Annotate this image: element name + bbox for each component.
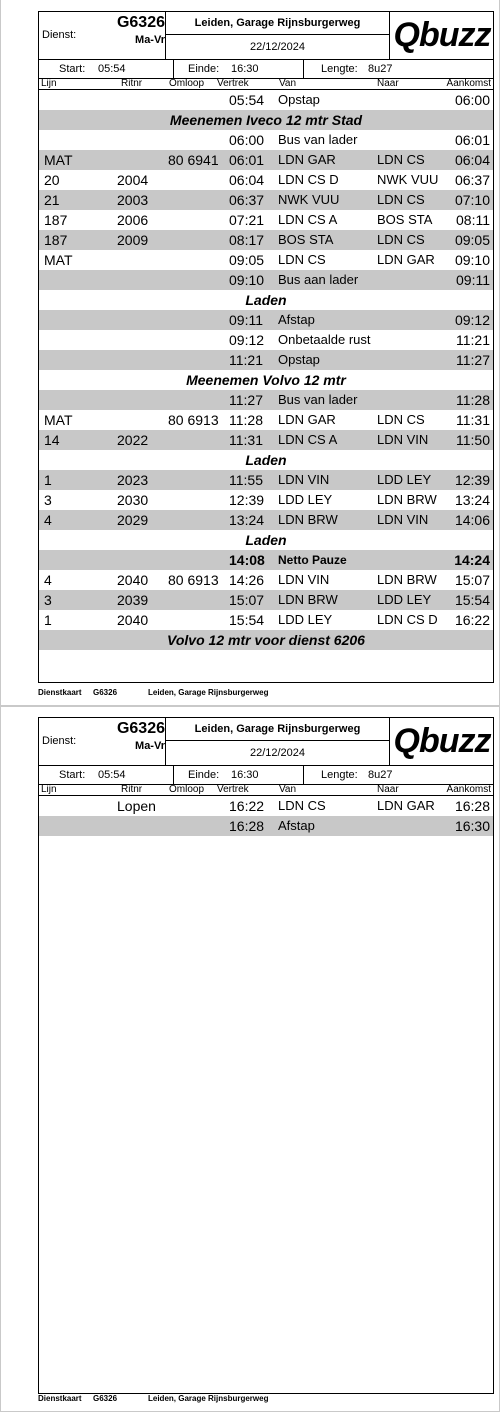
- cell-van: Netto Pauze: [278, 553, 347, 567]
- cell-vertrek: 14:26: [229, 572, 265, 588]
- footer-garage: Leiden, Garage Rijnsburgerweg: [148, 688, 269, 697]
- qbuzz-logo: Qbuzz: [393, 16, 491, 54]
- cell-ritnr: 2039: [117, 592, 149, 608]
- cell-lijn: MAT: [44, 252, 73, 268]
- table-row: [39, 210, 493, 230]
- cell-vertrek: 09:12: [229, 332, 265, 348]
- cell-aankomst: 07:10: [454, 192, 490, 208]
- cell-aankomst: 11:31: [456, 412, 490, 428]
- cell-van: Bus van lader: [278, 132, 358, 147]
- table-row: [39, 510, 493, 530]
- dienst-days: Ma-Vr: [135, 740, 165, 752]
- cell-van: LDN GAR: [278, 412, 336, 427]
- cell-aankomst: 06:37: [454, 172, 490, 188]
- cell-aankomst: 11:28: [456, 392, 490, 408]
- column-headers: [39, 785, 493, 796]
- cell-vertrek: 15:07: [229, 592, 265, 608]
- col-lijn: Lijn: [41, 784, 57, 795]
- footer-label: Dienstkaart: [38, 1394, 82, 1403]
- cell-vertrek: 16:22: [229, 798, 265, 814]
- duty-card-sheet: [38, 717, 494, 1394]
- shift-info-bar: [39, 60, 493, 79]
- cell-van: Opstap: [278, 352, 320, 367]
- qbuzz-logo: Qbuzz: [393, 722, 491, 760]
- page-1: [0, 0, 500, 706]
- start-value: 05:54: [98, 769, 126, 781]
- col-vertrek: Vertrek: [217, 784, 249, 795]
- cell-ritnr: 2004: [117, 172, 149, 188]
- cell-ritnr: 2022: [117, 432, 149, 448]
- cell-aankomst: 12:39: [454, 472, 490, 488]
- cell-omloop: 80 6913: [168, 412, 219, 428]
- cell-naar: NWK VUU: [377, 172, 439, 187]
- cell-van: LDN CS A: [278, 432, 338, 447]
- cell-aankomst: 14:24: [454, 552, 490, 568]
- cell-aankomst: 16:30: [454, 818, 490, 834]
- table-row: [39, 410, 493, 430]
- cell-vertrek: 11:31: [229, 432, 263, 448]
- cell-vertrek: 06:01: [229, 152, 265, 168]
- table-row: [39, 330, 493, 350]
- cell-lijn: MAT: [44, 152, 73, 168]
- section-heading: [39, 110, 493, 130]
- schedule-rows: [39, 796, 493, 836]
- table-row: [39, 470, 493, 490]
- section-heading-text: Laden: [245, 452, 287, 468]
- table-row: [39, 170, 493, 190]
- footer-code: G6326: [93, 1394, 118, 1403]
- divider: [303, 766, 304, 784]
- cell-van: LDN CS: [278, 252, 326, 267]
- cell-vertrek: 16:28: [229, 818, 265, 834]
- card-date: 22/12/2024: [249, 41, 306, 53]
- lengte-label: Lengte:: [321, 769, 358, 781]
- cell-lijn: 3: [44, 592, 52, 608]
- cell-ritnr: Lopen: [117, 798, 156, 814]
- cell-vertrek: 05:54: [229, 92, 265, 108]
- cell-lijn: 21: [44, 192, 60, 208]
- col-omloop: Omloop: [169, 784, 205, 795]
- table-row: [39, 570, 493, 590]
- cell-naar: LDN BRW: [377, 572, 437, 587]
- cell-ritnr: 2023: [117, 472, 149, 488]
- cell-naar: LDN GAR: [377, 798, 435, 813]
- cell-naar: LDN GAR: [377, 252, 435, 267]
- cell-vertrek: 09:10: [229, 272, 265, 288]
- cell-lijn: 1: [44, 472, 52, 488]
- divider: [173, 766, 174, 784]
- cell-ritnr: 2003: [117, 192, 149, 208]
- cell-naar: LDN CS D: [377, 612, 438, 627]
- cell-naar: LDN BRW: [377, 492, 437, 507]
- cell-vertrek: 06:37: [229, 192, 265, 208]
- table-row: [39, 390, 493, 410]
- cell-vertrek: 11:27: [229, 392, 263, 408]
- cell-naar: LDN CS: [377, 152, 425, 167]
- dienst-code: G6326: [116, 14, 165, 31]
- cell-van: BOS STA: [278, 232, 334, 247]
- cell-vertrek: 13:24: [229, 512, 265, 528]
- card-date: 22/12/2024: [249, 747, 306, 759]
- cell-vertrek: 15:54: [229, 612, 265, 628]
- col-aankomst: Aankomst: [446, 78, 491, 89]
- col-vertrek: Vertrek: [217, 78, 249, 89]
- cell-van: LDN CS: [278, 798, 326, 813]
- divider: [303, 60, 304, 78]
- dienst-label: Dienst:: [42, 29, 77, 41]
- cell-omloop: 80 6913: [168, 572, 219, 588]
- card-header: [39, 12, 493, 60]
- dienst-days: Ma-Vr: [135, 34, 165, 46]
- table-row: [39, 430, 493, 450]
- table-row: [39, 230, 493, 250]
- cell-vertrek: 11:55: [229, 472, 263, 488]
- cell-lijn: 14: [44, 432, 60, 448]
- einde-value: 16:30: [231, 63, 259, 75]
- section-heading-text: Meenemen Volvo 12 mtr: [186, 372, 346, 388]
- cell-naar: LDN CS: [377, 412, 425, 427]
- cell-lijn: 187: [44, 232, 68, 248]
- cell-naar: LDN CS: [377, 232, 425, 247]
- cell-ritnr: 2040: [117, 572, 149, 588]
- start-label: Start:: [59, 63, 86, 75]
- cell-lijn: 20: [44, 172, 60, 188]
- cell-omloop: 80 6941: [168, 152, 219, 168]
- section-heading-text: Laden: [245, 292, 287, 308]
- cell-van: Bus aan lader: [278, 272, 359, 287]
- col-ritnr: Ritnr: [121, 78, 143, 89]
- shift-info-bar: [39, 766, 493, 785]
- cell-aankomst: 15:07: [454, 572, 490, 588]
- cell-aankomst: 09:12: [454, 312, 490, 328]
- garage-name: Leiden, Garage Rijnsburgerweg: [166, 718, 389, 741]
- divider: [173, 60, 174, 78]
- cell-lijn: 3: [44, 492, 52, 508]
- cell-vertrek: 08:17: [229, 232, 265, 248]
- table-row: [39, 590, 493, 610]
- cell-van: LDN VIN: [278, 472, 330, 487]
- footer-garage: Leiden, Garage Rijnsburgerweg: [148, 1394, 269, 1403]
- cell-ritnr: 2029: [117, 512, 149, 528]
- cell-aankomst: 09:11: [456, 272, 490, 288]
- table-row: [39, 816, 493, 836]
- cell-van: LDN GAR: [278, 152, 336, 167]
- cell-vertrek: 09:05: [229, 252, 265, 268]
- table-row: [39, 90, 493, 110]
- table-row: [39, 310, 493, 330]
- column-headers: [39, 79, 493, 90]
- cell-naar: LDN VIN: [377, 432, 429, 447]
- section-heading: [39, 370, 493, 390]
- cell-naar: LDN VIN: [377, 512, 429, 527]
- cell-naar: LDD LEY: [377, 472, 432, 487]
- cell-van: Afstap: [278, 818, 315, 833]
- cell-lijn: 4: [44, 572, 52, 588]
- cell-vertrek: 06:04: [229, 172, 265, 188]
- cell-lijn: 1: [44, 612, 52, 628]
- einde-label: Einde:: [188, 769, 220, 781]
- cell-van: Opstap: [278, 92, 320, 107]
- cell-aankomst: 06:00: [454, 92, 490, 108]
- cell-naar: BOS STA: [377, 212, 433, 227]
- cell-vertrek: 11:28: [229, 412, 263, 428]
- col-aankomst: Aankomst: [446, 784, 491, 795]
- cell-lijn: 187: [44, 212, 68, 228]
- cell-aankomst: 06:04: [454, 152, 490, 168]
- cell-aankomst: 09:05: [454, 232, 490, 248]
- pause-row: [39, 550, 493, 570]
- cell-lijn: 4: [44, 512, 52, 528]
- cell-aankomst: 16:22: [454, 612, 490, 628]
- dienst-label: Dienst:: [42, 735, 77, 747]
- schedule-rows: [39, 90, 493, 650]
- cell-vertrek: 12:39: [229, 492, 265, 508]
- cell-aankomst: 09:10: [454, 252, 490, 268]
- table-row: [39, 490, 493, 510]
- lengte-value: 8u27: [368, 769, 393, 781]
- cell-van: LDN CS A: [278, 212, 338, 227]
- section-heading: [39, 450, 493, 470]
- cell-aankomst: 13:24: [454, 492, 490, 508]
- footer-code: G6326: [93, 688, 118, 697]
- col-lijn: Lijn: [41, 78, 57, 89]
- cell-ritnr: 2030: [117, 492, 149, 508]
- col-naar: Naar: [377, 78, 399, 89]
- cell-aankomst: 06:01: [454, 132, 490, 148]
- section-heading-text: Volvo 12 mtr voor dienst 6206: [167, 632, 365, 648]
- section-heading: [39, 530, 493, 550]
- lengte-value: 8u27: [368, 63, 393, 75]
- cell-aankomst: 11:21: [456, 332, 490, 348]
- page-2: [0, 706, 500, 1412]
- table-row: [39, 190, 493, 210]
- cell-van: Afstap: [278, 312, 315, 327]
- duty-card-sheet: [38, 11, 494, 683]
- card-header: [39, 718, 493, 766]
- cell-aankomst: 08:11: [456, 212, 490, 228]
- table-row: [39, 796, 493, 816]
- col-van: Van: [279, 78, 297, 89]
- cell-ritnr: 2006: [117, 212, 149, 228]
- cell-naar: LDN CS: [377, 192, 425, 207]
- cell-van: LDD LEY: [278, 612, 333, 627]
- cell-ritnr: 2009: [117, 232, 149, 248]
- einde-label: Einde:: [188, 63, 220, 75]
- cell-aankomst: 15:54: [454, 592, 490, 608]
- cell-van: LDN BRW: [278, 512, 338, 527]
- cell-naar: LDD LEY: [377, 592, 432, 607]
- footer-label: Dienstkaart: [38, 688, 82, 697]
- garage-name: Leiden, Garage Rijnsburgerweg: [166, 12, 389, 35]
- section-heading-text: Laden: [245, 532, 287, 548]
- col-van: Van: [279, 784, 297, 795]
- col-ritnr: Ritnr: [121, 784, 143, 795]
- section-heading: [39, 630, 493, 650]
- cell-van: NWK VUU: [278, 192, 340, 207]
- table-row: [39, 130, 493, 150]
- einde-value: 16:30: [231, 769, 259, 781]
- table-row: [39, 610, 493, 630]
- start-value: 05:54: [98, 63, 126, 75]
- cell-vertrek: 14:08: [229, 552, 265, 568]
- table-row: [39, 150, 493, 170]
- cell-aankomst: 16:28: [454, 798, 490, 814]
- cell-ritnr: 2040: [117, 612, 149, 628]
- cell-van: LDN BRW: [278, 592, 338, 607]
- cell-aankomst: 11:27: [456, 352, 490, 368]
- cell-vertrek: 06:00: [229, 132, 265, 148]
- cell-vertrek: 07:21: [229, 212, 265, 228]
- cell-lijn: MAT: [44, 412, 73, 428]
- table-row: [39, 270, 493, 290]
- col-naar: Naar: [377, 784, 399, 795]
- lengte-label: Lengte:: [321, 63, 358, 75]
- cell-vertrek: 09:11: [229, 312, 263, 328]
- section-heading: [39, 290, 493, 310]
- start-label: Start:: [59, 769, 86, 781]
- cell-van: LDN CS D: [278, 172, 339, 187]
- col-omloop: Omloop: [169, 78, 205, 89]
- cell-van: LDD LEY: [278, 492, 333, 507]
- section-heading-text: Meenemen Iveco 12 mtr Stad: [169, 112, 363, 128]
- cell-aankomst: 14:06: [454, 512, 490, 528]
- cell-van: Onbetaalde rust: [278, 332, 371, 347]
- cell-van: Bus van lader: [278, 392, 358, 407]
- dienst-code: G6326: [116, 720, 165, 737]
- table-row: [39, 250, 493, 270]
- table-row: [39, 350, 493, 370]
- cell-aankomst: 11:50: [456, 432, 490, 448]
- cell-vertrek: 11:21: [229, 352, 263, 368]
- cell-van: LDN VIN: [278, 572, 330, 587]
